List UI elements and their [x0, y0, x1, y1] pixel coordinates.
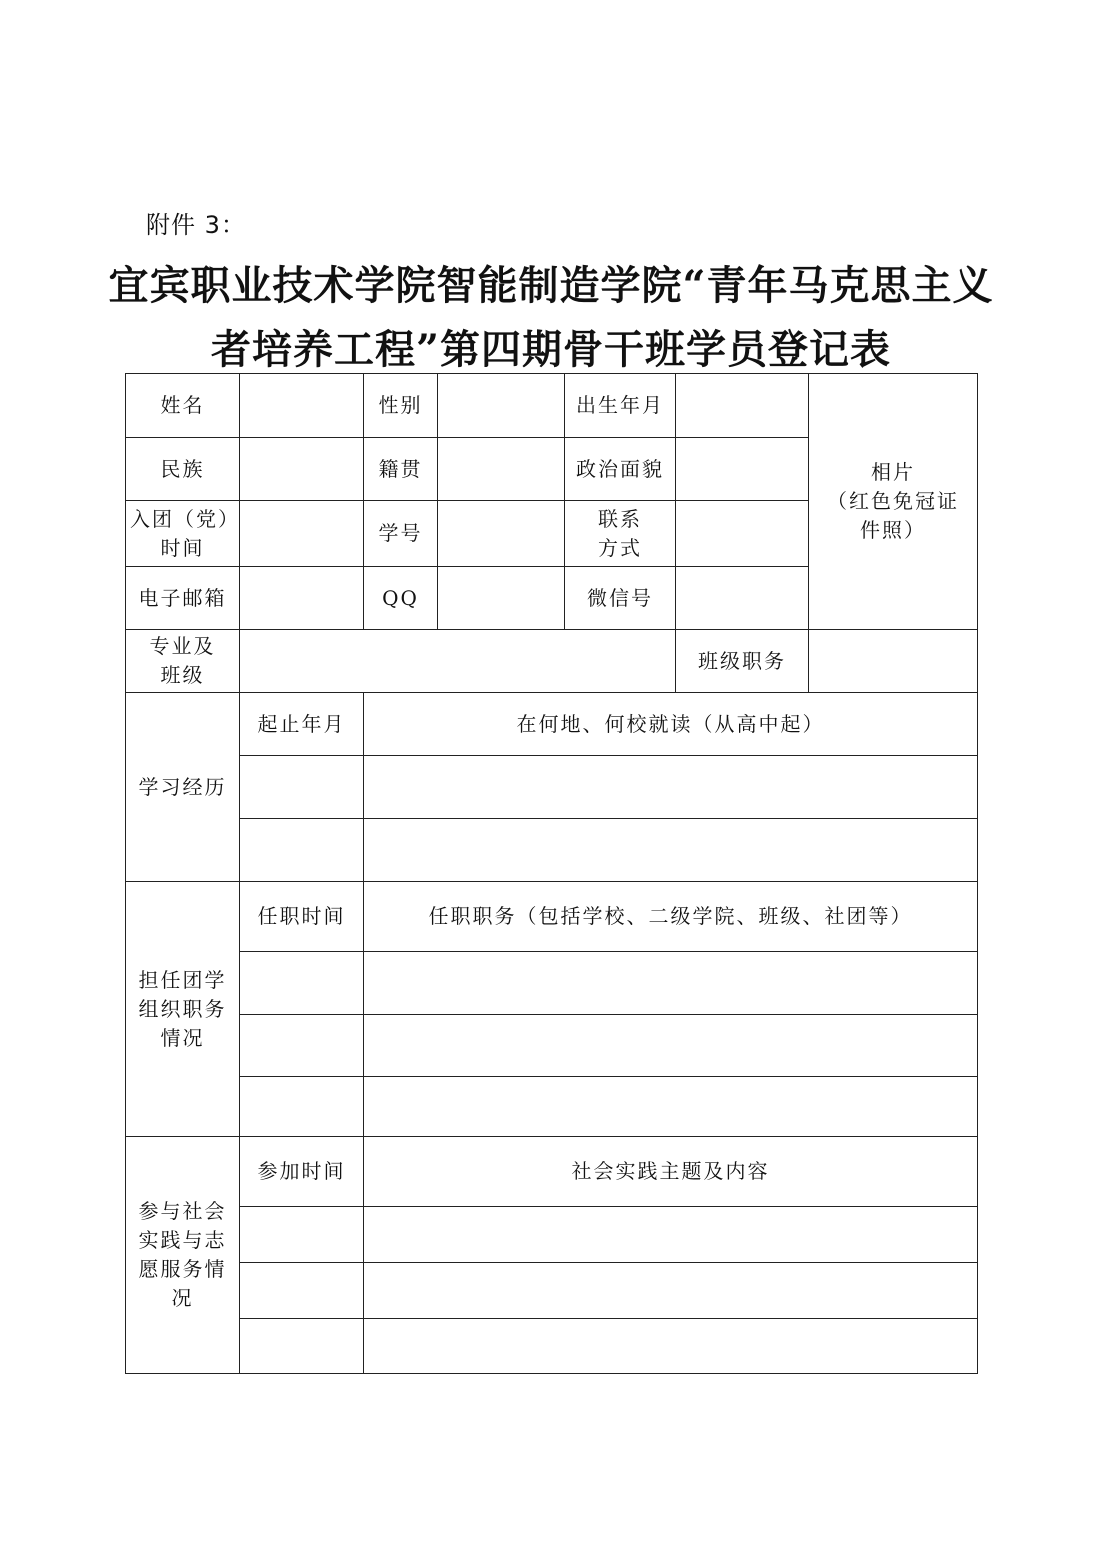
registration-form	[125, 373, 978, 1374]
positions-time-cell[interactable]	[240, 952, 364, 1015]
name-label: 姓名	[126, 374, 240, 438]
study-time-header: 起止年月	[240, 693, 364, 756]
positions-time-header: 任职时间	[240, 882, 364, 952]
positions-time-cell[interactable]	[240, 1015, 364, 1077]
email-label: 电子邮箱	[126, 567, 240, 630]
wechat-label: 微信号	[565, 567, 676, 630]
positions-desc-cell[interactable]	[364, 1015, 978, 1077]
study-time-cell[interactable]	[240, 819, 364, 882]
wechat-field[interactable]	[676, 567, 809, 630]
gender-field[interactable]	[438, 374, 565, 438]
birth-label: 出生年月	[565, 374, 676, 438]
ethnicity-label: 民族	[126, 438, 240, 501]
contact-label-line-2: 方式	[598, 535, 642, 560]
native-place-field[interactable]	[438, 438, 565, 501]
positions-desc-cell[interactable]	[364, 1077, 978, 1137]
photo-hint-line-1: （红色免冠证	[827, 489, 959, 513]
practice-section-label	[126, 1137, 240, 1374]
major-label-line-1: 专业及	[149, 634, 216, 658]
study-desc-header: 在何地、何校就读（从高中起）	[364, 693, 978, 756]
study-section-label: 学习经历	[126, 693, 240, 882]
ethnicity-field[interactable]	[240, 438, 364, 501]
photo-box[interactable]	[809, 374, 978, 630]
practice-desc-cell[interactable]	[364, 1263, 978, 1319]
name-field[interactable]	[240, 374, 364, 438]
student-id-label: 学号	[364, 501, 438, 567]
class-position-field[interactable]	[809, 630, 978, 693]
practice-section-line-3: 愿服务情	[138, 1257, 227, 1281]
join-time-label-line-1: 入团（党）	[130, 506, 240, 531]
qq-field[interactable]	[438, 567, 565, 630]
join-time-field[interactable]	[240, 501, 364, 567]
join-time-label-line-2: 时间	[160, 535, 205, 560]
email-field[interactable]	[240, 567, 364, 630]
native-place-label: 籍贯	[364, 438, 438, 501]
practice-section-line-1: 参与社会	[138, 1199, 227, 1223]
major-field[interactable]	[240, 630, 676, 693]
practice-time-header: 参加时间	[240, 1137, 364, 1207]
contact-field[interactable]	[676, 501, 809, 567]
political-status-label: 政治面貌	[565, 438, 676, 501]
join-time-label	[126, 501, 240, 567]
study-time-cell[interactable]	[240, 756, 364, 819]
practice-time-cell[interactable]	[240, 1263, 364, 1319]
birth-field[interactable]	[676, 374, 809, 438]
major-label	[126, 630, 240, 693]
positions-section-line-3: 情况	[160, 1025, 205, 1050]
practice-time-cell[interactable]	[240, 1319, 364, 1374]
student-id-field[interactable]	[438, 501, 565, 567]
gender-label: 性别	[364, 374, 438, 438]
positions-section-line-1: 担任团学	[138, 967, 227, 992]
class-position-label: 班级职务	[676, 630, 809, 693]
photo-label: 相片	[871, 460, 915, 484]
practice-time-cell[interactable]	[240, 1207, 364, 1263]
photo-hint-line-2: 件照）	[860, 518, 926, 542]
major-label-line-2: 班级	[160, 663, 205, 687]
positions-section-line-2: 组织职务	[138, 996, 227, 1021]
positions-section-label	[126, 882, 240, 1137]
form-title-line-1: 宜宾职业技术学院智能制造学院“青年马克思主义	[108, 262, 994, 309]
practice-section-line-2: 实践与志	[138, 1228, 227, 1252]
attachment-label: 附件 3：	[146, 211, 246, 239]
positions-time-cell[interactable]	[240, 1077, 364, 1137]
study-desc-cell[interactable]	[364, 756, 978, 819]
contact-label	[565, 501, 676, 567]
study-desc-cell[interactable]	[364, 819, 978, 882]
form-title-line-2: 者培养工程”第四期骨干班学员登记表	[210, 326, 891, 373]
practice-desc-header: 社会实践主题及内容	[364, 1137, 978, 1207]
practice-desc-cell[interactable]	[364, 1207, 978, 1263]
practice-section-line-4: 况	[171, 1286, 194, 1310]
positions-desc-cell[interactable]	[364, 952, 978, 1015]
political-status-field[interactable]	[676, 438, 809, 501]
practice-desc-cell[interactable]	[364, 1319, 978, 1374]
positions-desc-header: 任职职务（包括学校、二级学院、班级、社团等）	[364, 882, 978, 952]
contact-label-line-1: 联系	[598, 506, 642, 531]
qq-label: QQ	[364, 567, 438, 630]
